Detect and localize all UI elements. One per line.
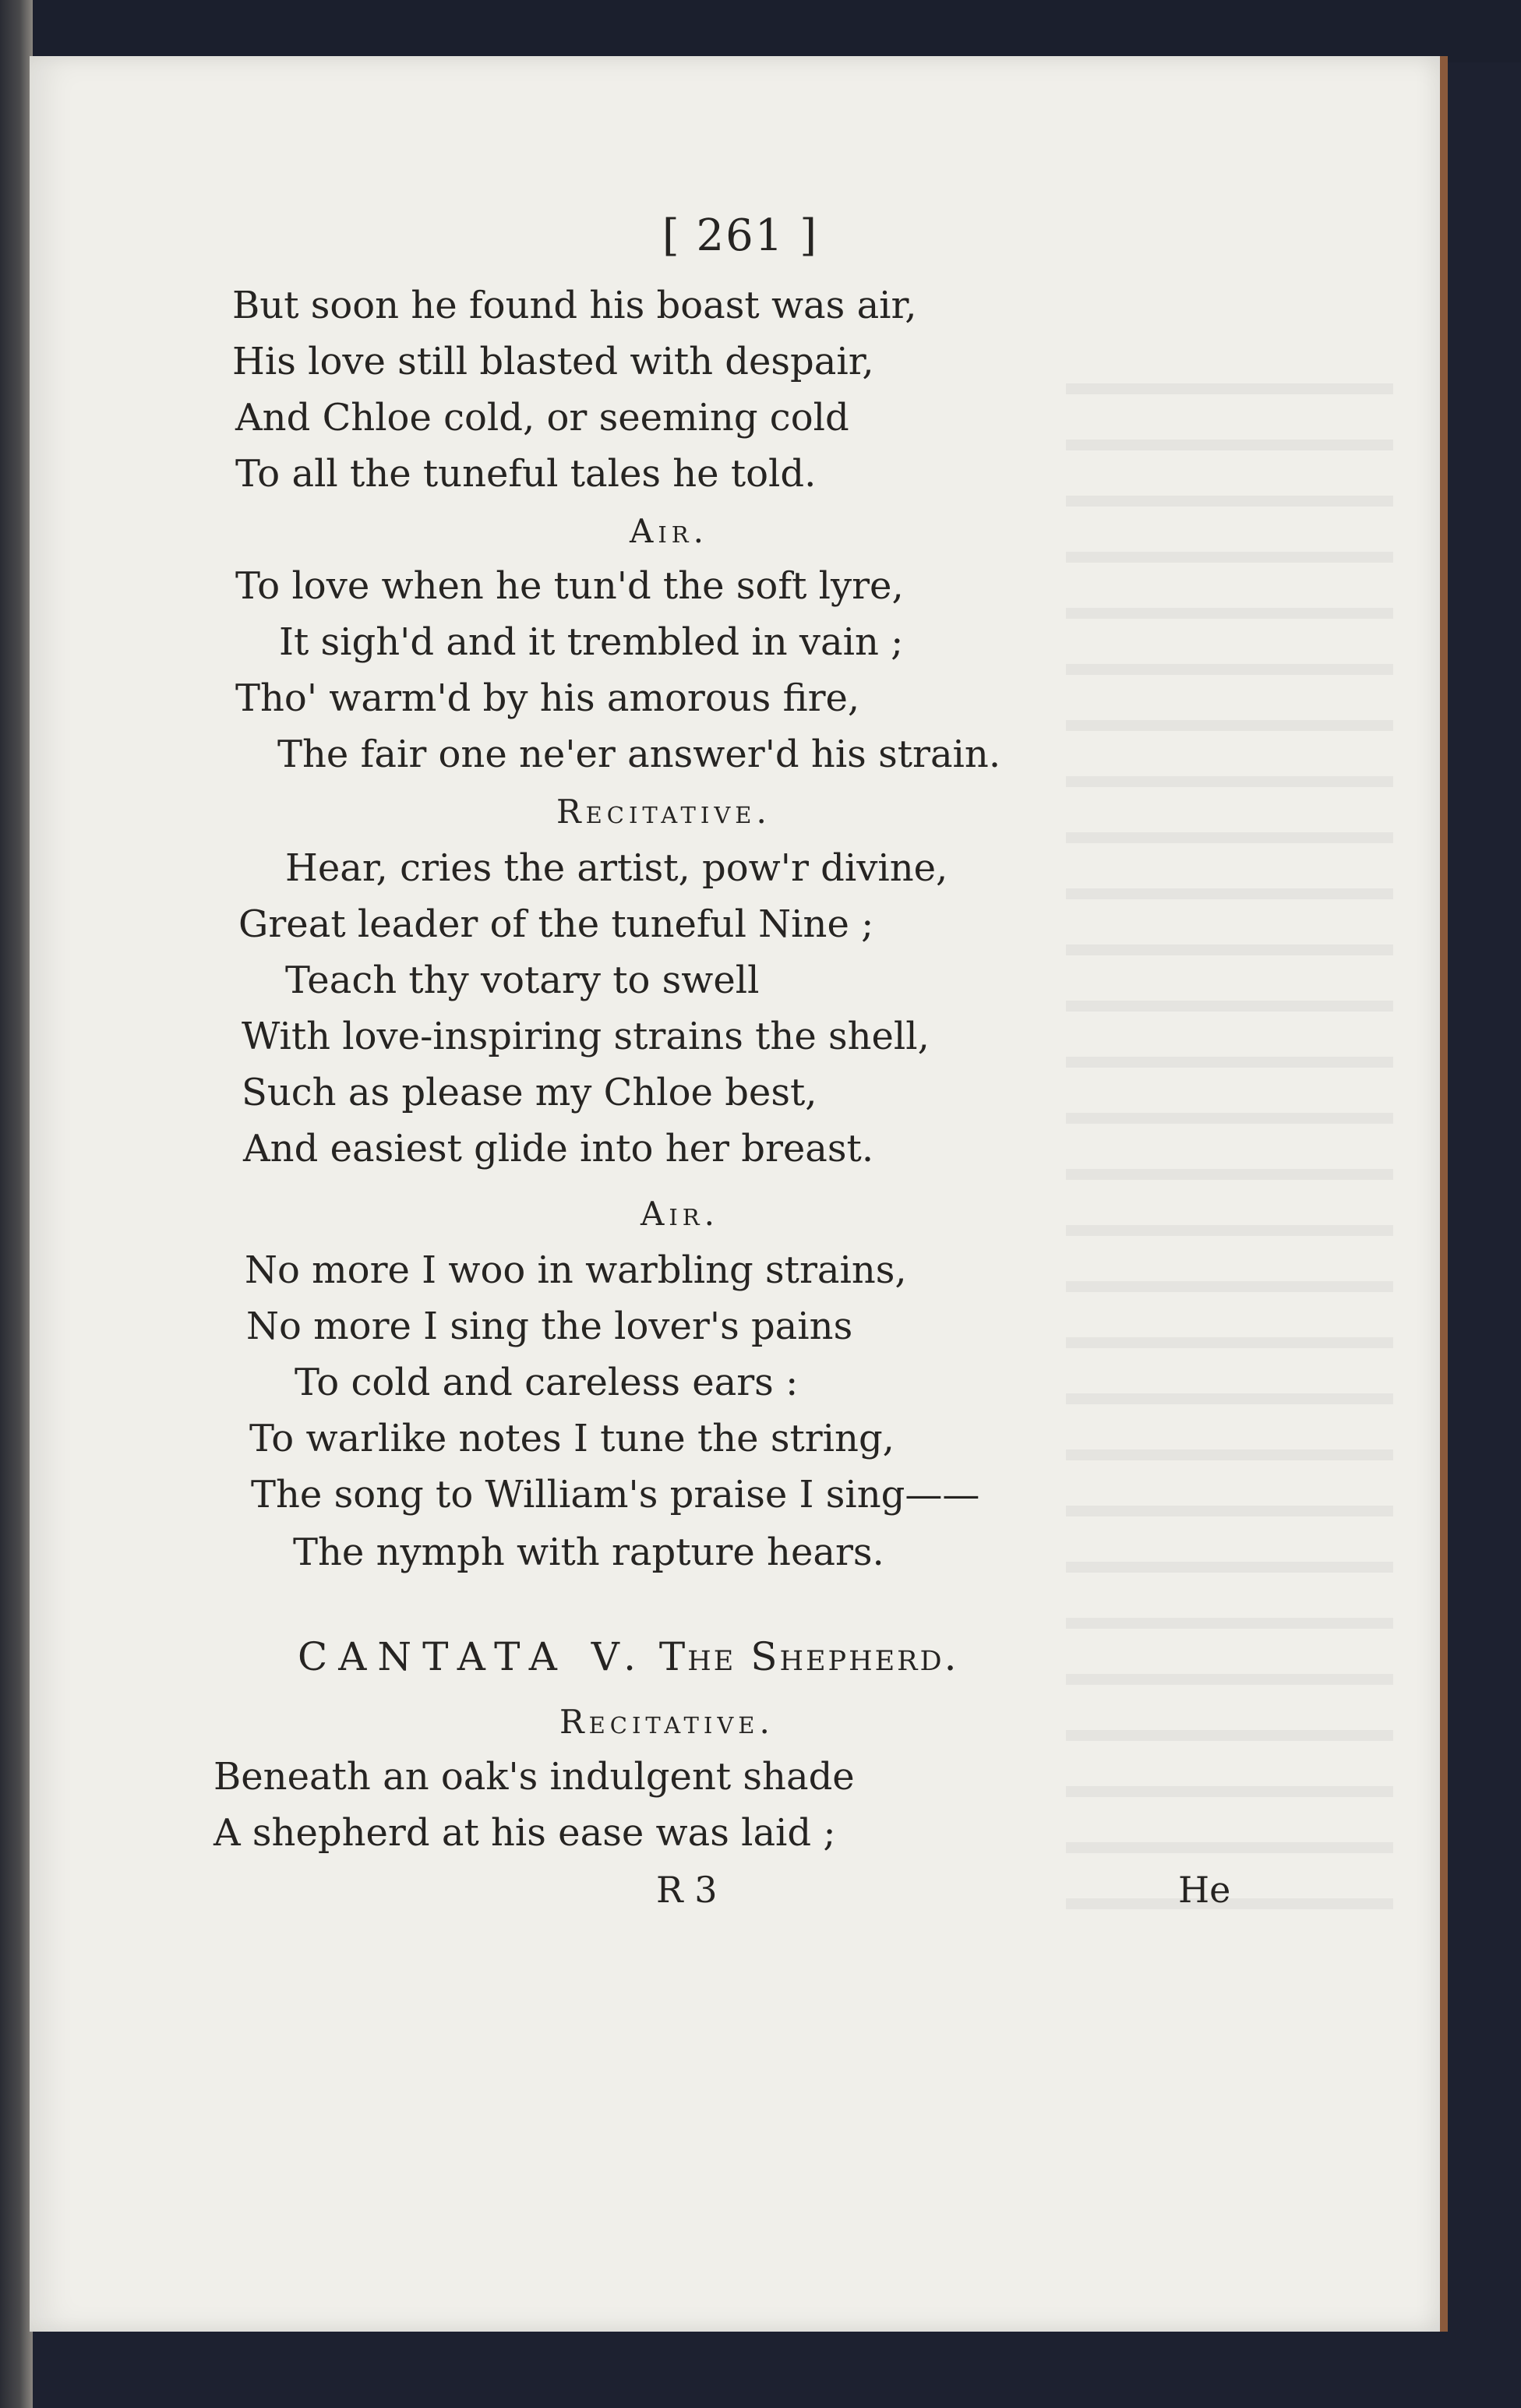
poem-line: And easiest glide into her breast. [243,1127,874,1170]
poem-line: Teach thy votary to swell [285,959,760,1002]
poem-line: It sigh'd and it trembled in vain ; [279,620,904,664]
cantata-subtitle: The Shepherd. [658,1634,959,1679]
poem-line: To warlike notes I tune the string, [249,1417,895,1460]
poem-line: To all the tuneful tales he told. [235,452,817,496]
book-gutter [0,0,33,2408]
cantata-title [298,1632,958,1682]
poem-line: No more I woo in warbling strains, [245,1248,907,1292]
poem-line: Beneath an oak's indulgent shade [214,1755,855,1799]
poem-line: And Chloe cold, or seeming cold [235,396,849,440]
signature-mark: R 3 [656,1869,718,1911]
page-number: [ 261 ] [662,210,819,261]
poem-line: With love-inspiring strains the shell, [242,1015,930,1058]
cantata-number: CANTATA V. [298,1634,647,1679]
poem-line: His love still blasted with despair, [232,340,874,383]
poem-line: Tho' warm'd by his amorous fire, [235,676,860,720]
show-through [1066,352,1393,1911]
catchword: He [1178,1869,1231,1911]
section-heading: Recitative. [559,1703,775,1741]
poem-line: Hear, cries the artist, pow'r divine, [285,846,948,890]
poem-line: Great leader of the tuneful Nine ; [238,902,874,946]
poem-line: To cold and careless ears : [295,1361,799,1404]
poem-line: Such as please my Chloe best, [242,1071,817,1114]
poem-line: No more I sing the lover's pains [246,1305,853,1348]
poem-line: The song to William's praise I sing—— [251,1473,980,1516]
poem-line: A shepherd at his ease was laid ; [214,1811,836,1855]
poem-line: The nymph with rapture hears. [293,1531,884,1574]
background-top [0,0,1521,62]
poem-line: The fair one ne'er answer'd his strain. [277,733,1001,776]
poem-line: But soon he found his boast was air, [232,284,917,327]
section-heading: Recitative. [556,793,771,831]
poem-line: To love when he tun'd the soft lyre, [235,564,904,608]
section-heading: Air. [630,512,708,550]
section-heading: Air. [641,1195,719,1233]
